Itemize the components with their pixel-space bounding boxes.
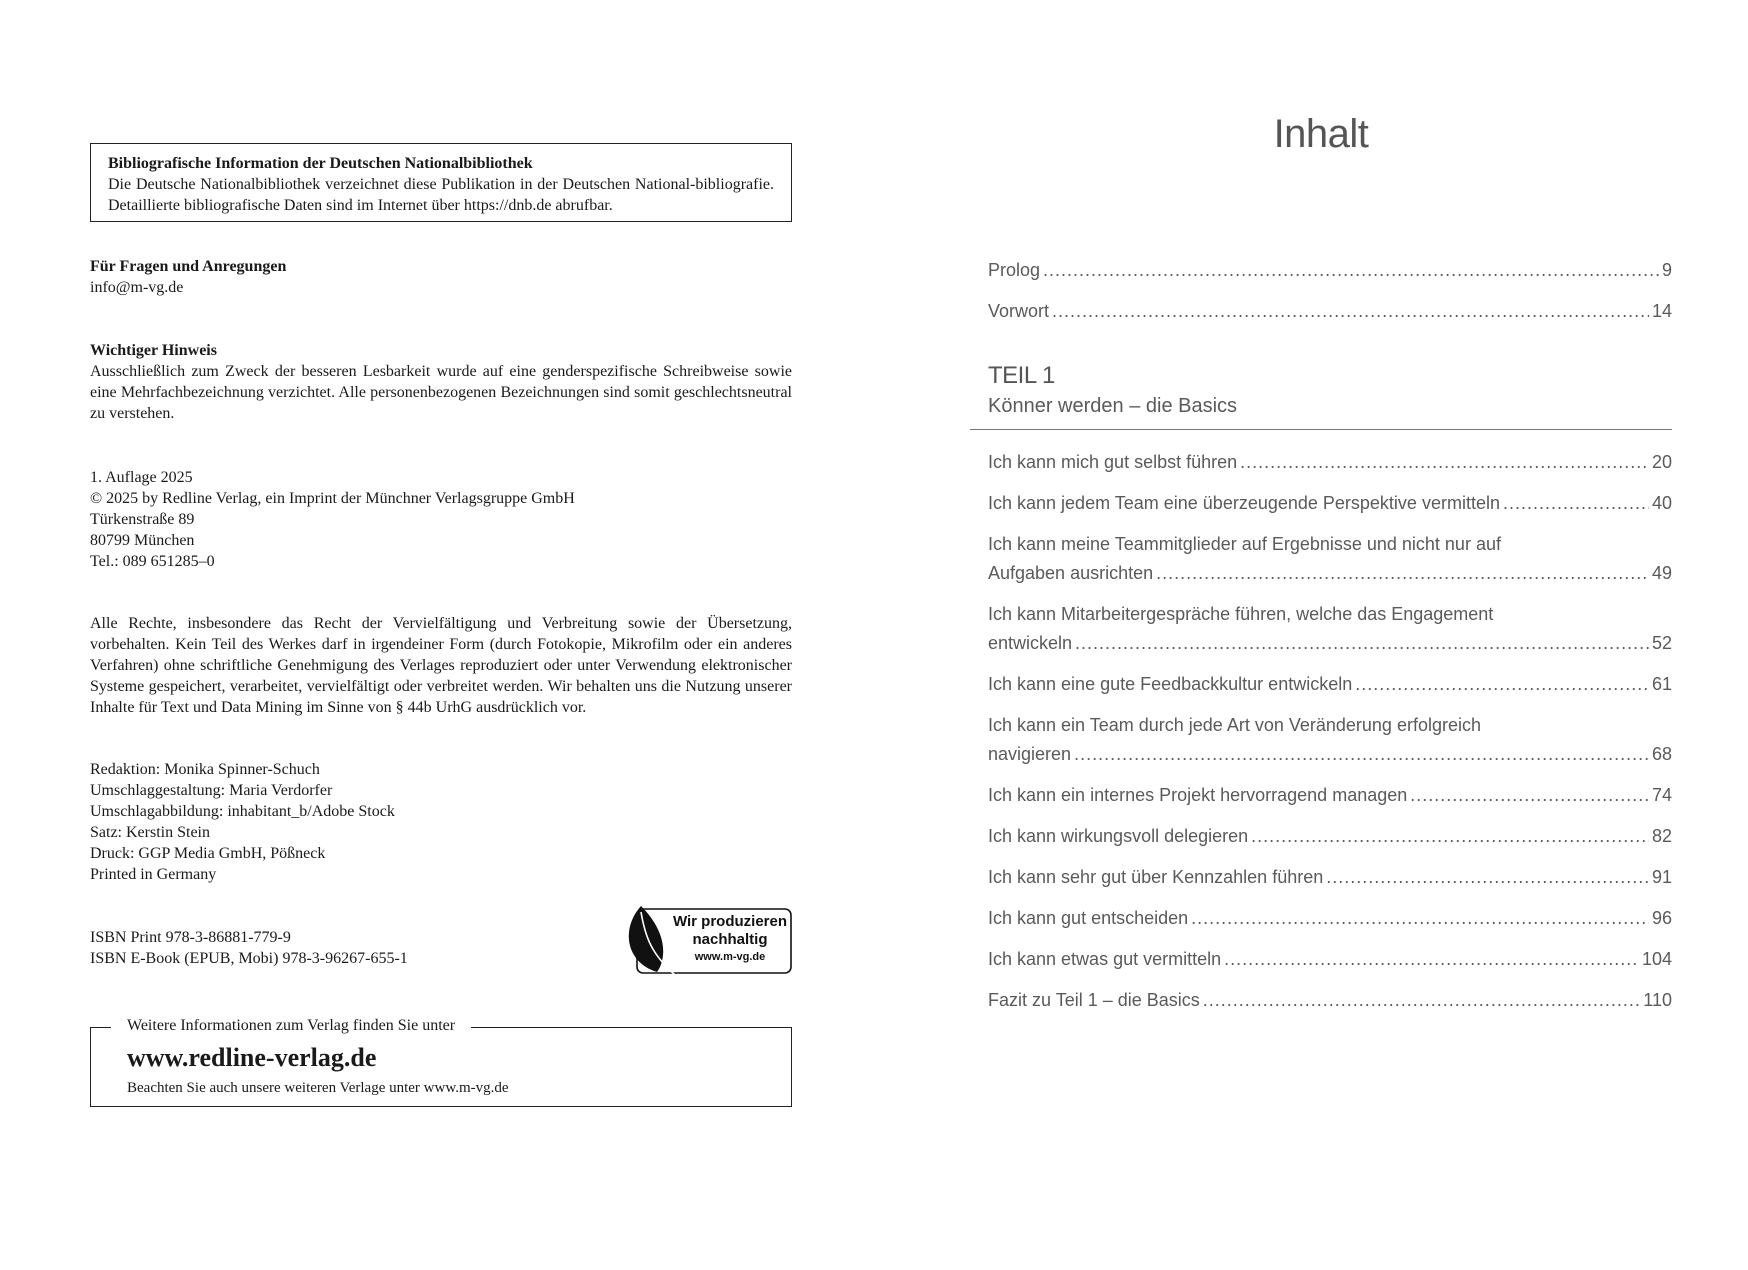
credit-line: Redaktion: Monika Spinner-Schuch <box>90 761 320 778</box>
credit-line: Umschlagabbildung: inhabitant_b/Adobe Stock <box>90 803 395 820</box>
toc-entry[interactable] <box>988 600 1672 658</box>
toc-entry[interactable] <box>988 670 1672 699</box>
toc-entry-title: Ich kann eine gute Feedbackkultur entwickeln <box>988 674 1353 694</box>
toc-entry[interactable] <box>988 904 1672 933</box>
biblio-text: Die Deutsche Nationalbibliothek verzeichnet diese Publikation in der Deutschen National-bibliografie. Detaillierte bibliografische Daten sind im Internet über https://dnb.de abrufbar. <box>108 176 774 214</box>
toc-entry-page: 68 <box>1651 744 1672 764</box>
toc-entry-page: 96 <box>1651 908 1672 928</box>
credits-block <box>90 759 792 885</box>
notice-block <box>90 340 792 424</box>
credit-line: Satz: Kerstin Stein <box>90 824 210 841</box>
toc-entry-page: 40 <box>1651 493 1672 513</box>
toc-entry[interactable] <box>988 489 1672 518</box>
toc-entry-title: Ich kann jedem Team eine überzeugende Perspektive vermitteln <box>988 493 1500 513</box>
toc-entry[interactable] <box>988 530 1672 588</box>
toc-entry[interactable] <box>988 863 1672 892</box>
biblio-title: Bibliografische Information der Deutschen Nationalbibliothek <box>108 155 533 172</box>
toc-entry-title: Ich kann ein internes Projekt hervorragend managen <box>988 785 1408 805</box>
credit-line: Umschlaggestaltung: Maria Verdorfer <box>90 782 333 799</box>
notice-title: Wichtiger Hinweis <box>90 342 217 359</box>
toc-entry[interactable] <box>988 711 1672 769</box>
toc-entry-page: 110 <box>1643 990 1672 1010</box>
toc-entry-page: 14 <box>1651 301 1672 321</box>
toc-entry-page: 52 <box>1651 633 1672 653</box>
badge-url: www.m-vg.de <box>694 951 766 963</box>
toc-entry-title: Fazit zu Teil 1 – die Basics <box>988 990 1200 1010</box>
phone-line: Tel.: 089 651285–0 <box>90 553 215 570</box>
info-legend: Weitere Informationen zum Verlag finden Sie unter <box>111 1015 471 1036</box>
toc-entry[interactable] <box>988 448 1672 477</box>
contact-block <box>90 256 792 298</box>
toc-entry-title: Ich kann wirkungsvoll delegieren <box>988 826 1249 846</box>
toc-entry-page: 74 <box>1651 785 1672 805</box>
badge-line2: nachhaltig <box>692 931 768 948</box>
isbn-print: ISBN Print 978-3-86881-779-9 <box>90 929 291 946</box>
toc-entry-title: Ich kann gut entscheiden <box>988 908 1189 928</box>
toc-entry-title-line1: Ich kann Mitarbeitergespräche führen, welche das Engagement <box>988 604 1494 624</box>
toc-entry[interactable] <box>988 986 1672 1015</box>
toc-entry[interactable] <box>988 256 1672 285</box>
toc-entry[interactable] <box>988 297 1672 326</box>
toc-title: Inhalt <box>1273 112 1369 156</box>
toc-entry-page: 91 <box>1651 867 1672 887</box>
credit-line: Druck: GGP Media GmbH, Pößneck <box>90 845 326 862</box>
toc-entry-page: 61 <box>1651 674 1672 694</box>
toc-entry-title-line1: Ich kann meine Teammitglieder auf Ergebnisse und nicht nur auf <box>988 534 1501 554</box>
toc-entry-title: entwickeln <box>988 633 1073 653</box>
toc-entry-title: Vorwort <box>988 301 1050 321</box>
toc-entry-title: Ich kann mich gut selbst führen <box>988 452 1238 472</box>
toc-entry-page: 9 <box>1661 260 1672 280</box>
isbn-ebook: ISBN E-Book (EPUB, Mobi) 978-3-96267-655-1 <box>90 950 408 967</box>
toc-entry-title: Ich kann etwas gut vermitteln <box>988 949 1222 969</box>
part-label: TEIL 1 <box>988 362 1055 389</box>
info-note: Beachten Sie auch unsere weiteren Verlage unter www.m-vg.de <box>127 1080 509 1096</box>
edition-block <box>90 467 792 572</box>
toc-entry-page: 104 <box>1641 949 1672 969</box>
toc-entry-title: navigieren <box>988 744 1072 764</box>
publisher-url[interactable]: www.redline-verlag.de <box>127 1043 377 1072</box>
address-street: Türkenstraße 89 <box>90 511 195 528</box>
toc-entry[interactable] <box>988 822 1672 851</box>
toc-entry-page: 20 <box>1651 452 1672 472</box>
part-subtitle: Könner werden – die Basics <box>988 395 1238 417</box>
rights-text: Alle Rechte, insbesondere das Recht der Vervielfältigung und Verbreitung sowie der Übersetzung, vorbehalten. Kein Teil des Werkes darf in irgendeiner Form (durch Fotokopie, Mikrofilm oder ein anderes Verfahren) ohne schriftliche Genehmigung des Verlages reproduziert oder unter Verwendung elektronischer Systeme gespeichert, verarbeitet, vervielfältigt oder verbreitet werden. Wir behalten uns die Nutzung unserer Inhalte für Text und Data Mining im Sinne von § 44b UrhG ausdrücklich vor. <box>90 615 792 716</box>
publisher-info-box <box>90 1017 792 1107</box>
contact-email[interactable]: info@m-vg.de <box>90 279 184 296</box>
toc-entry-title-line1: Ich kann ein Team durch jede Art von Veränderung erfolgreich <box>988 715 1481 735</box>
bibliographic-info-box <box>90 143 792 222</box>
part-divider <box>970 429 1672 430</box>
notice-text: Ausschließlich zum Zweck der besseren Lesbarkeit wurde auf eine genderspezifische Schreibweise sowie eine Mehrfachbezeichnung verzichtet. Alle personenbezogenen Bezeichnungen sind somit geschlechtsneutral zu verstehen. <box>90 363 792 422</box>
credit-line: Printed in Germany <box>90 866 217 883</box>
toc-entry-page: 49 <box>1651 563 1672 583</box>
toc-entry-title: Aufgaben ausrichten <box>988 563 1154 583</box>
toc-entry[interactable] <box>988 945 1672 974</box>
badge-line1: Wir produzieren <box>672 913 788 930</box>
toc-entry-title: Prolog <box>988 260 1041 280</box>
contact-title: Für Fragen und Anregungen <box>90 258 287 275</box>
toc-entry-title: Ich kann sehr gut über Kennzahlen führen <box>988 867 1324 887</box>
toc-entry[interactable] <box>988 781 1672 810</box>
badge-text <box>668 913 792 965</box>
edition-line: 1. Auflage 2025 <box>90 469 193 486</box>
copyright-line: © 2025 by Redline Verlag, ein Imprint der Münchner Verlagsgruppe GmbH <box>90 490 575 507</box>
toc-entry-page: 82 <box>1651 826 1672 846</box>
address-city: 80799 München <box>90 532 195 549</box>
